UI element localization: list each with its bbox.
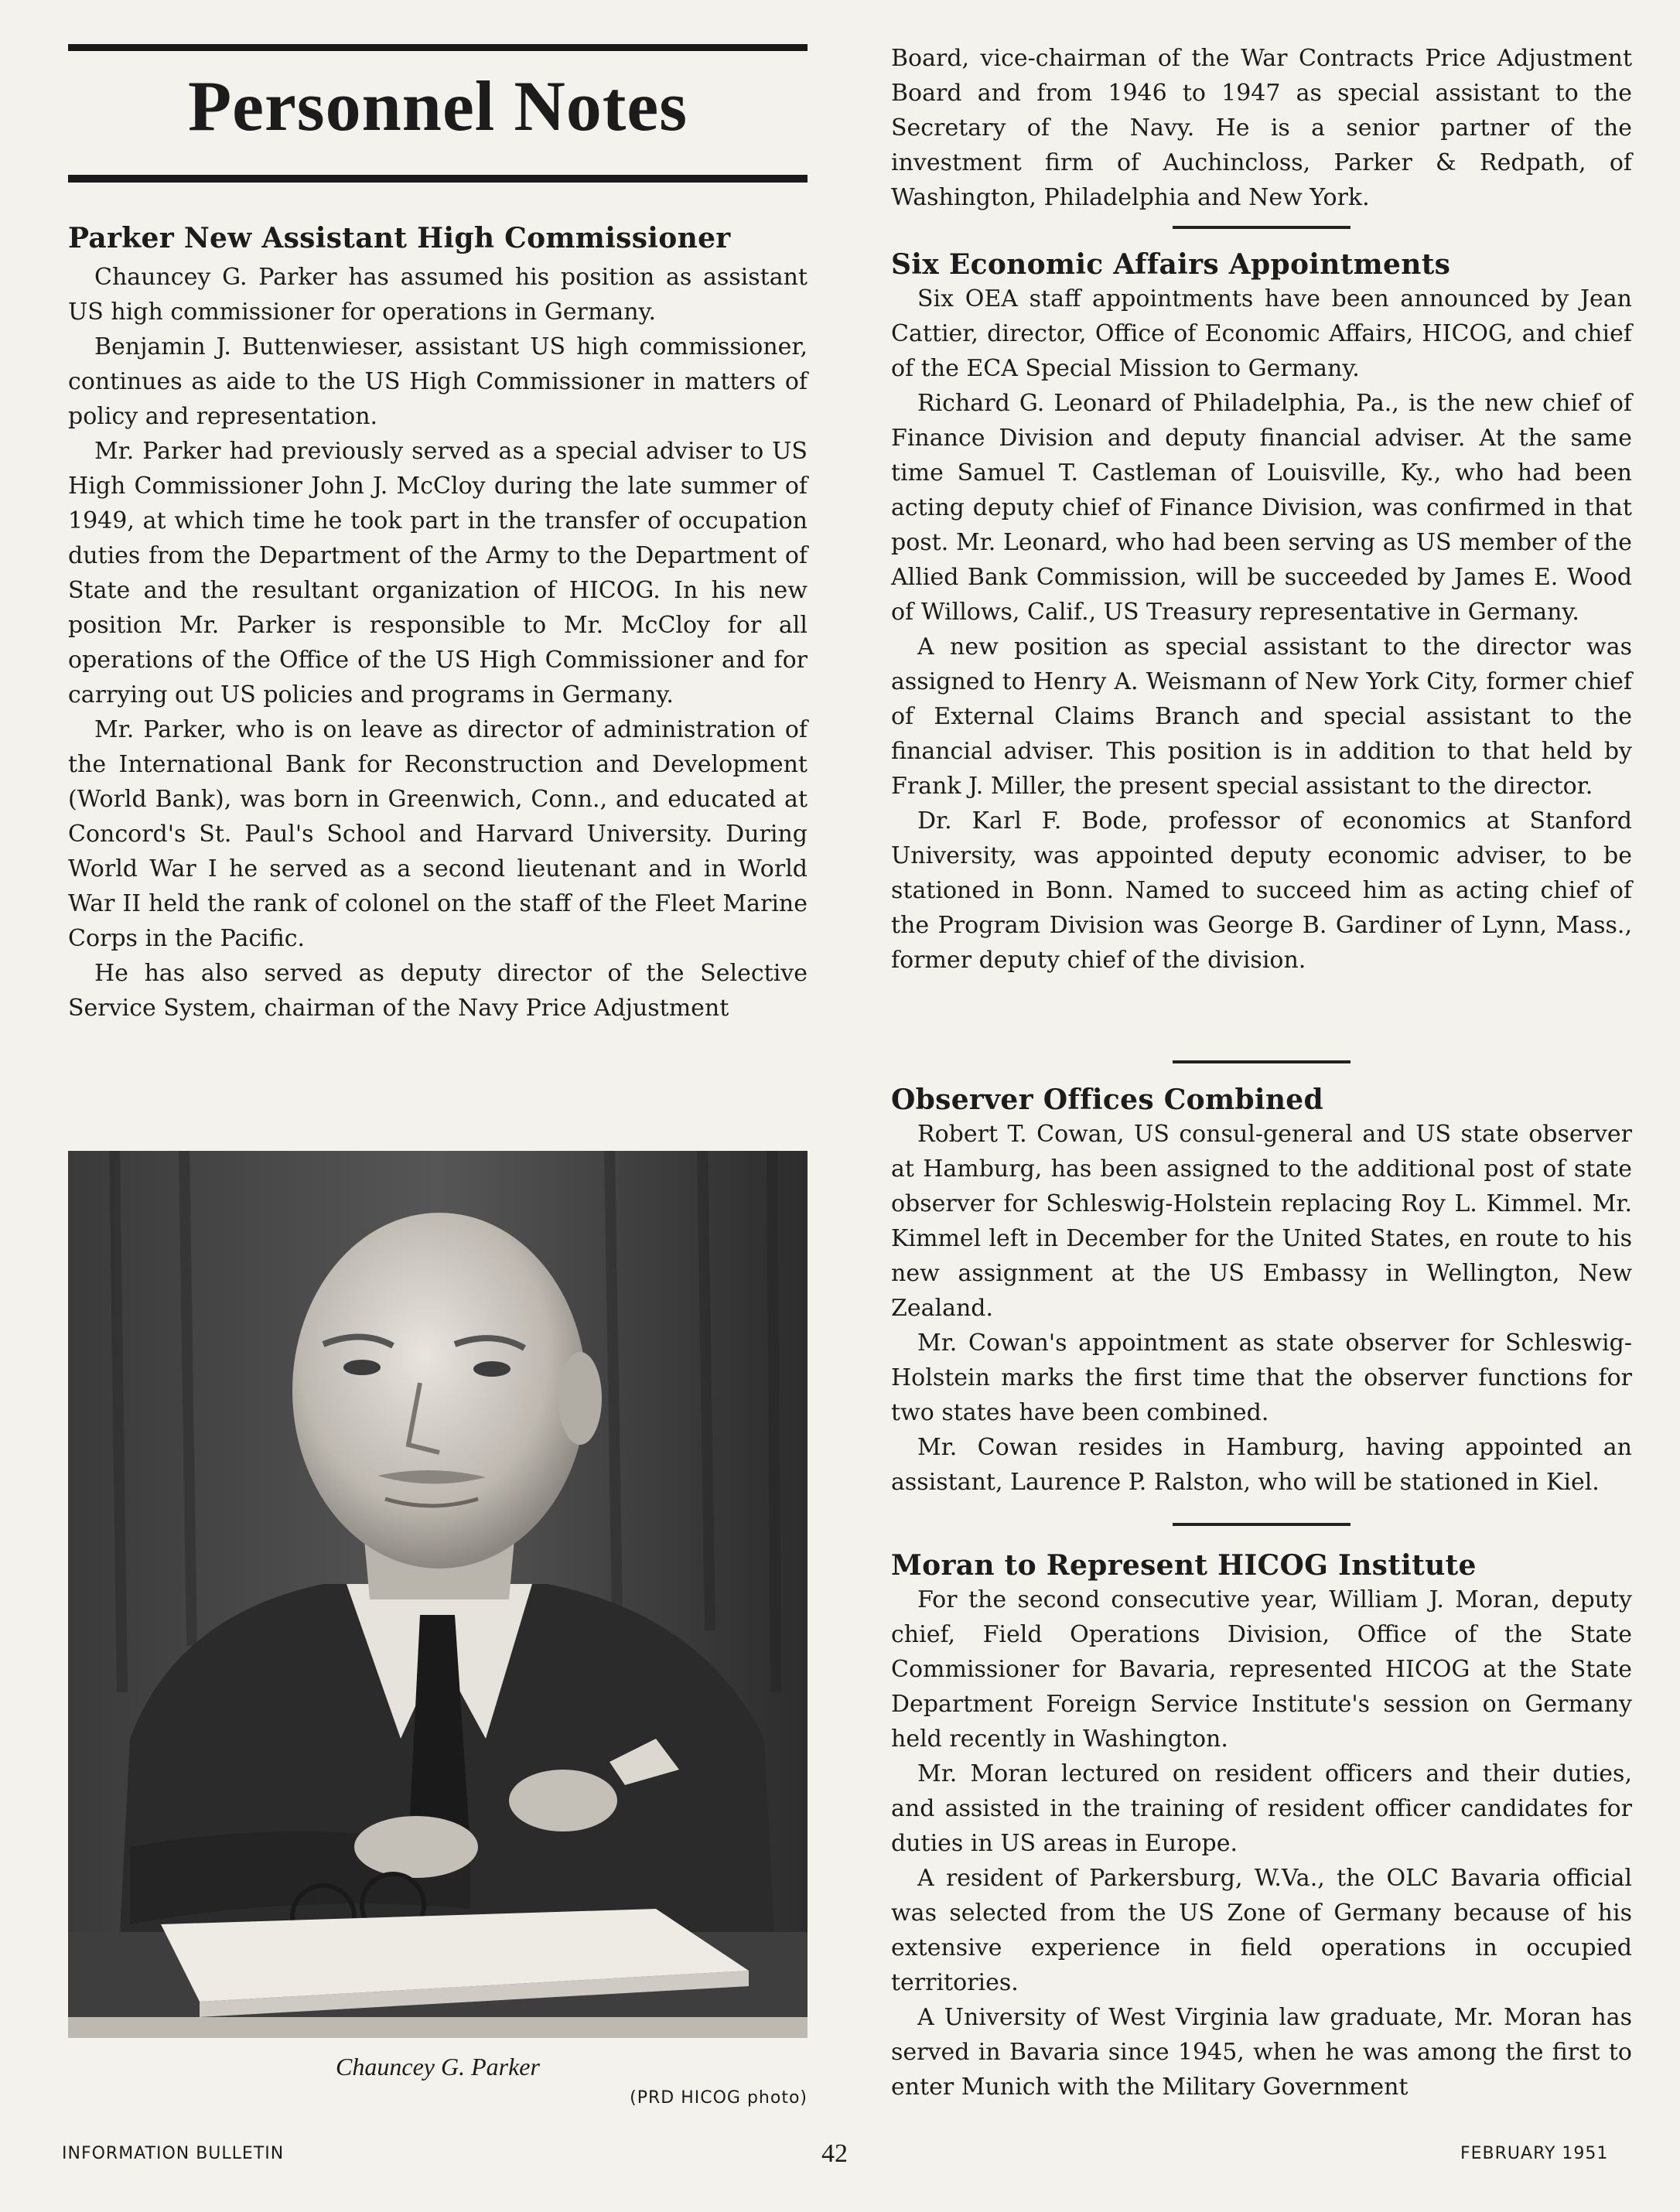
article-paragraph: He has also served as deputy director of the Selective Service System, chairman of the Navy Price Adjustment [68, 960, 808, 1022]
section-paragraph: A resident of Parkersburg, W.Va., the OLC Bavaria official was selected from the US Zone of Germany because of his extensive experience in field operations in occupied territories. [891, 1865, 1632, 1996]
page-title: Personnel Notes [187, 67, 688, 145]
section-paragraph: Mr. Moran lectured on resident officers and their duties, and assisted in the training of resident officer candidates for duties in US areas in Europe. [891, 1760, 1632, 1857]
article-body [68, 260, 808, 1026]
section-divider [1173, 1060, 1350, 1063]
photo-caption: Chauncey G. Parker [336, 2053, 540, 2081]
section-moran [891, 1548, 1632, 2104]
section-paragraph: Robert T. Cowan, US consul-general and US state observer at Hamburg, has been assigned to the additional post of state observer for Schleswig-Holstein replacing Roy L. Kimmel. Mr. Kimmel left in December for the United States, en route to his new assignment at the US Embassy in Wellington, New Zealand. [891, 1121, 1632, 1322]
article-heading: Parker New Assistant High Commissioner [68, 222, 731, 254]
article-paragraph: Benjamin J. Buttenwieser, assistant US high commissioner, continues as aide to the US High Commissioner in matters of policy and representation. [68, 333, 808, 430]
footer-publication: INFORMATION BULLETIN [62, 2144, 285, 2163]
section-paragraph: Mr. Cowan's appointment as state observer for Schleswig-Holstein marks the first time that the observer functions for two states have been combined. [891, 1330, 1632, 1426]
article-paragraph: Chauncey G. Parker has assumed his position as assistant US high commissioner for operations in Germany. [68, 264, 808, 326]
article-continuation [891, 41, 1632, 215]
section-body [891, 282, 1632, 978]
section-economic-affairs [891, 247, 1632, 978]
photo-credit: (PRD HICOG photo) [630, 2088, 808, 2108]
section-body [891, 1117, 1632, 1500]
masthead-top-rule [68, 44, 808, 51]
section-body [891, 1582, 1632, 2104]
section-heading: Observer Offices Combined [891, 1084, 1323, 1116]
section-observer-offices [891, 1083, 1632, 1500]
article-paragraph: Mr. Parker, who is on leave as director of administration of the International Bank for Reconstruction and Development (World Bank), was born in Greenwich, Conn., and educated at Concord's St. Paul's School and Harvard University. During World War I he served as a second lieutenant and in World War II held the rank of colonel on the staff of the Fleet Marine Corps in the Pacific. [68, 716, 808, 952]
portrait-illustration [68, 1151, 808, 2038]
article-paragraph: Mr. Parker had previously served as a special adviser to US High Commissioner John J. McCloy during the late summer of 1949, at which time he took part in the transfer of occupation duties from the Department of the Army to the Department of State and the resultant organization of HICOG. In his new position Mr. Parker is responsible to Mr. McCloy for all operations of the Office of the US High Commissioner and for carrying out US policies and programs in Germany. [68, 438, 808, 708]
continued-paragraph: Board, vice-chairman of the War Contracts Price Adjustment Board and from 1946 to 1947 as special assistant to the Secretary of the Navy. He is a senior partner of the investment firm of Auchincloss, Parker & Redpath, of Washington, Philadelphia and New York. [891, 45, 1632, 211]
section-paragraph: A University of West Virginia law graduate, Mr. Moran has served in Bavaria since 1945, when he was among the first to enter Munich with the Military Government [891, 2004, 1632, 2101]
article-parker [68, 221, 808, 1026]
section-paragraph: A new position as special assistant to the director was assigned to Henry A. Weismann of New York City, former chief of External Claims Branch and special assistant to the financial adviser. This position is in addition to that held by Frank J. Miller, the present special assistant to the director. [891, 633, 1632, 800]
section-paragraph: For the second consecutive year, William J. Moran, deputy chief, Field Operations Division, Office of the State Commissioner for Bavaria, represented HICOG at the State Department Foreign Service Institute's session on Germany held recently in Washington. [891, 1586, 1632, 1753]
section-divider [1173, 226, 1350, 229]
section-heading: Six Economic Affairs Appointments [891, 248, 1451, 281]
section-paragraph: Dr. Karl F. Bode, professor of economics at Stanford University, was appointed deputy economic adviser, to be stationed in Bonn. Named to succeed him as acting chief of the Program Division was George B. Gardiner of Lynn, Mass., former deputy chief of the division. [891, 807, 1632, 974]
portrait-photo [68, 1151, 808, 2038]
section-divider [1173, 1523, 1350, 1526]
masthead-bottom-rule [68, 175, 808, 183]
footer-date: FEBRUARY 1951 [1460, 2144, 1609, 2163]
page-number: 42 [821, 2139, 848, 2168]
section-paragraph: Mr. Cowan resides in Hamburg, having appointed an assistant, Laurence P. Ralston, who will be stationed in Kiel. [891, 1434, 1632, 1496]
section-heading: Moran to Represent HICOG Institute [891, 1549, 1477, 1582]
section-paragraph: Richard G. Leonard of Philadelphia, Pa., is the new chief of Finance Division and deputy financial adviser. At the same time Samuel T. Castleman of Louisville, Ky., who had been acting deputy chief of Finance Division, was confirmed in that post. Mr. Leonard, who had been serving as US member of the Allied Bank Commission, will be succeeded by James E. Wood of Willows, Calif., US Treasury representative in Germany. [891, 390, 1632, 626]
section-paragraph: Six OEA staff appointments have been announced by Jean Cattier, director, Office of Economic Affairs, HICOG, and chief of the ECA Special Mission to Germany. [891, 285, 1632, 382]
